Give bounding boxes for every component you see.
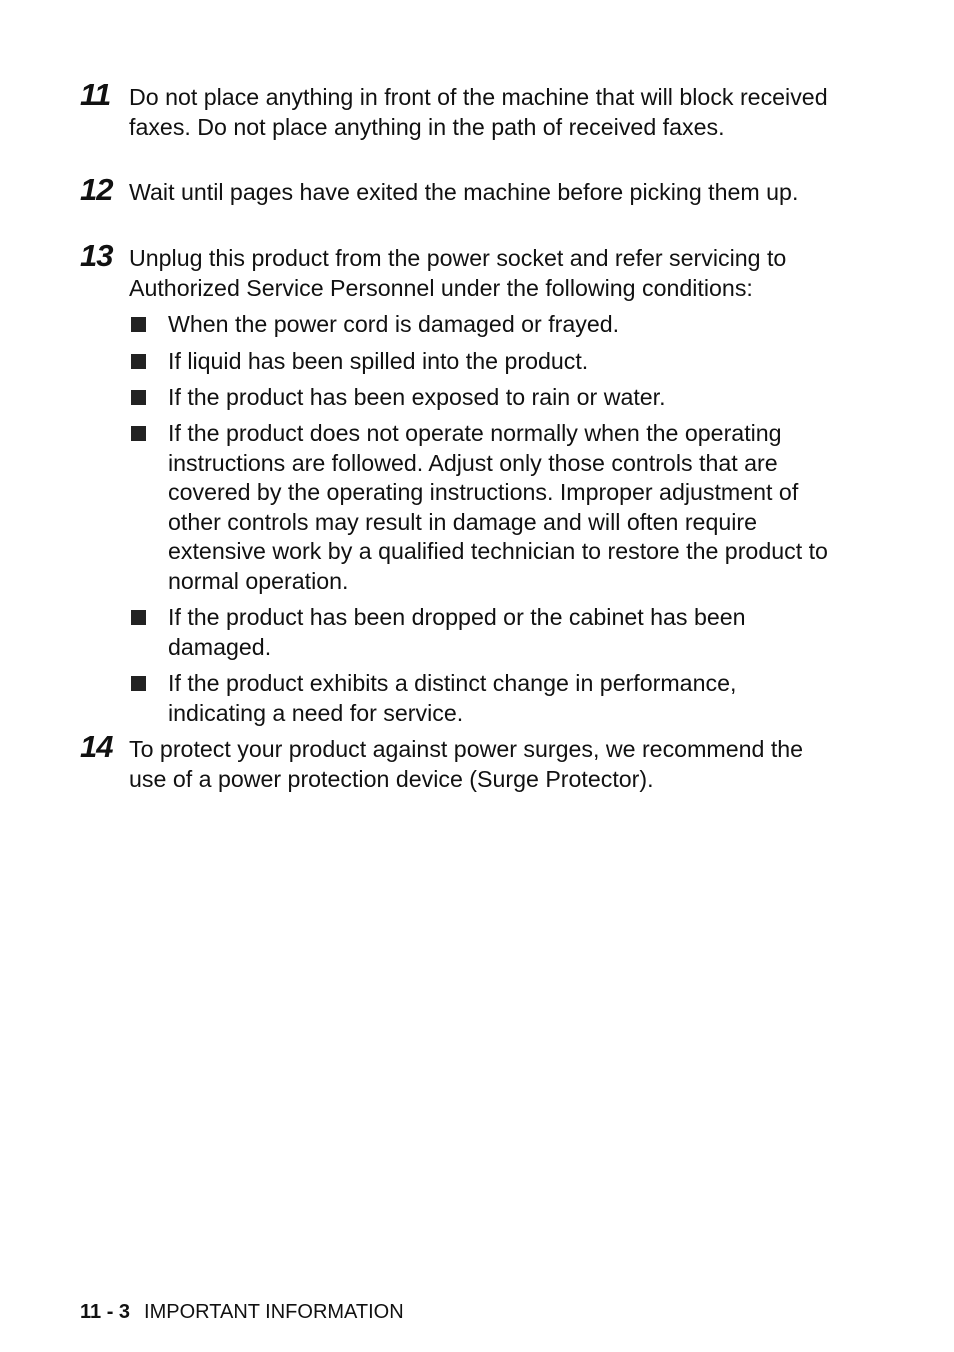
item-number: 11 <box>80 77 111 112</box>
bullet-text: If the product has been dropped or the cabinet has been damaged. <box>168 604 746 660</box>
bullet-text: If the product exhibits a distinct change in performance, indicating a need for service. <box>168 670 737 726</box>
square-bullet-icon <box>131 426 146 441</box>
square-bullet-icon <box>131 676 146 691</box>
item-text: Unplug this product from the power socket and refer servicing to Authorized Service Personnel under the following conditions: <box>129 245 787 301</box>
square-bullet-icon <box>131 390 146 405</box>
item-number: 13 <box>80 238 113 273</box>
square-bullet-icon <box>131 354 146 369</box>
bullet-text: If the product has been exposed to rain or water. <box>168 384 666 410</box>
bullet-text: If liquid has been spilled into the product. <box>168 348 589 374</box>
square-bullet-icon <box>131 610 146 625</box>
item-number: 14 <box>80 729 113 764</box>
item-text: To protect your product against power surges, we recommend the use of a power protection device (Surge Protector). <box>129 736 804 792</box>
bullet-text: If the product does not operate normally when the operating instructions are followed. Adjust only those controls that are covered by the operating instructions. Improper adjustment of other controls may result in damage and will often require extensive work by a qualified technician to restore the product to normal operation. <box>168 420 828 594</box>
item-text: Do not place anything in front of the machine that will block received faxes. Do not place anything in the path of received faxes. <box>129 84 828 140</box>
square-bullet-icon <box>131 317 146 332</box>
item-text: Wait until pages have exited the machine before picking them up. <box>129 179 799 205</box>
bullet-text: When the power cord is damaged or frayed. <box>168 311 620 337</box>
page-footer <box>80 1300 404 1324</box>
item-number: 12 <box>80 172 113 207</box>
page-number: 11 - 3 <box>80 1301 131 1323</box>
section-title: IMPORTANT INFORMATION <box>144 1301 404 1323</box>
